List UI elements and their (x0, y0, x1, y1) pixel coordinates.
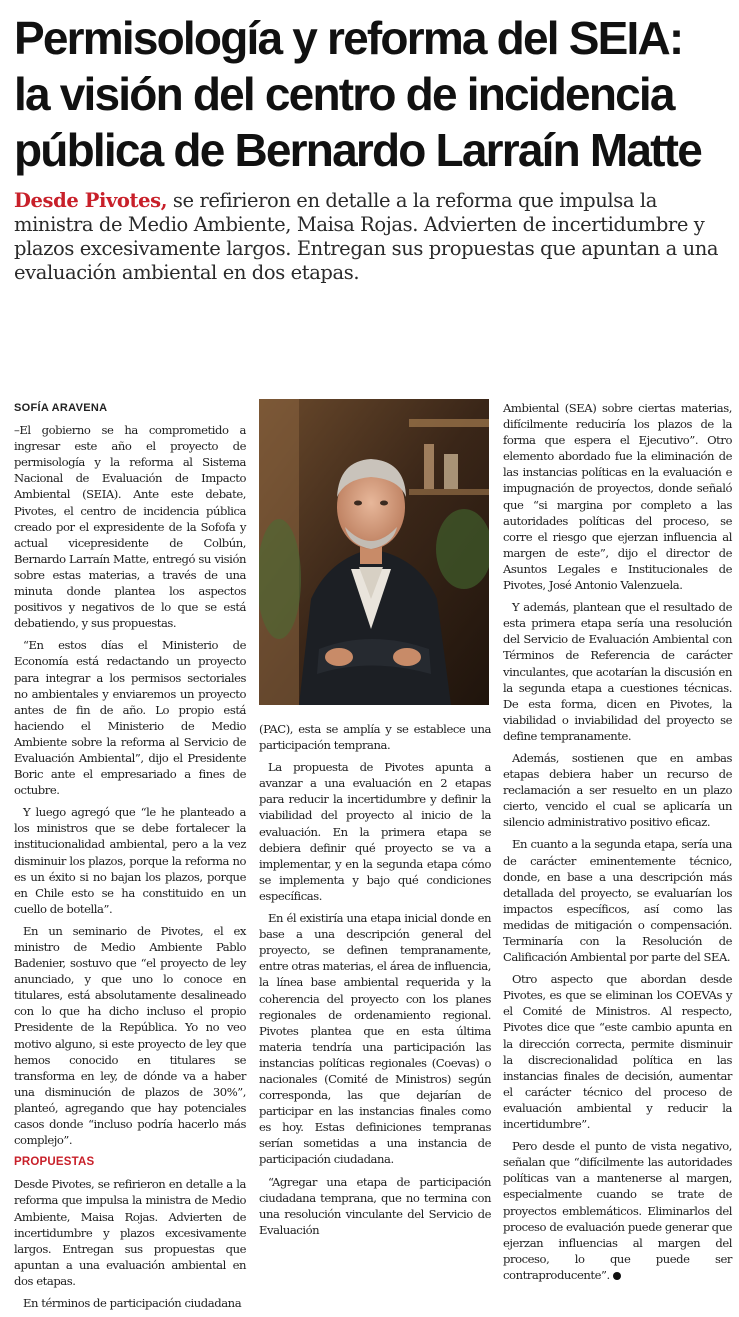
col3-paragraph-6 (503, 1138, 732, 1283)
headline-line-2: la visión del centro de incidencia (14, 68, 674, 120)
col3-paragraph-4: En cuanto a la segunda etapa, sería una de carácter eminentemente técnico, donde, en base a una descripción más detallada del proyecto, se evaluarían los impactos específicos, así como las medidas de mitigación o compensación. Terminaría con la Resolución de Calificación Ambiental por parte del SEA. (503, 837, 732, 965)
lead-paragraph (14, 189, 726, 285)
col3-paragraph-6-text: Pero desde el punto de vista negativo, señalan que “difícilmente las autoridades políticas van a mantenerse al margen, especialmente cuando se trate de proyectos emblemáticos. Eliminarlos del proceso de evaluación puede generar que ejerzan influencias al margen del proceso, lo que puede ser contraproducente”. (503, 1139, 732, 1282)
headline-line-1: Permisología y reforma del SEIA: (14, 12, 683, 64)
col3-paragraph-3: Además, sostienen que en ambas etapas debiera haber un recurso de reclamación a ser resuelto en un plazo cierto, vencido el cual se aplicaría un silencio administrativo positivo eficaz. (503, 750, 732, 830)
col2-paragraph-3: En él existiría una etapa inicial donde en base a una descripción general del proyecto, se definen tempranamente, entre otras materias, el área de influencia, la línea base ambiental requerida y la coherencia del proyecto con los planes regionales de ordenamiento regional. Pivotes plantea que en esta última materia tendría una participación las instancias políticas regionales (Coevas) o nacionales (Comité de Ministros) según corresponda, las que dejarían de participar en las instancias finales como es hoy. Estas definiciones tempranas serían sometidas a una instancia de participación ciudadana. (259, 911, 491, 1167)
col2-paragraph-4: “Agregar una etapa de participación ciudadana temprana, que no termina con una resolución vinculante del Servicio de Evaluación (259, 1174, 491, 1237)
article-column-3 (503, 400, 732, 1289)
col1-paragraph-1: –El gobierno se ha comprometido a ingresar este año el proyecto de permisología y la reforma al Sistema Nacional de Evaluación de Impacto Ambiental (SEIA). Ante este debate, Pivotes, el centro de incidencia pública creado por el expresidente de la Sofofa y actual vicepresidente de Colbún, Bernardo Larraín Matte, entregó su visión sobre estas materias, a través de una minuta donde plantea los aspectos positivos y negativos de lo que se está debatiendo, y sus propuestas. (14, 423, 246, 631)
col3-paragraph-5: Otro aspecto que abordan desde Pivotes, es que se eliminan los COEVAs y el Comité de Ministros. Al respecto, Pivotes dice que “este cambio apunta en la dirección correcta, permite disminuir la discrecionalidad política en las instancias finales de decisión, aumentar el carácter técnico del proceso de evaluación ambiental y reducir la incertidumbre”. (503, 972, 732, 1132)
portrait-photo (259, 399, 489, 705)
article-column-1 (14, 400, 246, 1317)
col1-paragraph-2: “En estos días el Ministerio de Economía está redactando un proyecto para integrar a los permisos sectoriales no ambientales y enviaremos un proyecto antes de fin de año. Lo propio está haciendo el Ministerio de Medio Ambiente sobre la reforma al Servicio de Evaluación Ambiental”, dijo el Presidente Boric ante el empresariado a fines de octubre. (14, 638, 246, 798)
col3-paragraph-2: Y además, plantean que el resultado de esta primera etapa sería una resolución del Servicio de Evaluación Ambiental con Términos de Referencia de carácter vinculantes, que acotarían la discusión en la segunda etapa a cuestiones técnicas. De esta forma, dicen en Pivotes, la viabilidad o inviabilidad del proyecto se define tempranamente. (503, 600, 732, 743)
col2-paragraph-1: (PAC), esta se amplía y se establece una participación temprana. (259, 722, 491, 753)
col1-paragraph-6: En términos de participación ciudadana (23, 1295, 242, 1310)
headline-line-3: pública de Bernardo Larraín Matte (14, 124, 701, 176)
col1-paragraph-3: Y luego agregó que “le he planteado a los ministros que se debe fortalecer la institucionalidad ambiental, pero a la vez disminuir los plazos, porque la reforma no es un éxito si no bajan los plazos, porque en Chile esto se ha constituido en un cuello de botella”. (14, 805, 246, 916)
portrait-illustration (259, 399, 489, 705)
byline: SOFÍA ARAVENA (14, 402, 108, 414)
end-of-article-icon (613, 1272, 621, 1280)
col1-paragraph-5: Desde Pivotes, se refirieron en detalle a la reforma que impulsa la ministra de Medio Ambiente, Maisa Rojas. Advierten de incertidumbre y plazos excesivamente largos. Entregan sus propuestas que apuntan a una evaluación ambiental en dos etapas. (14, 1177, 246, 1288)
section-heading-propuestas: PROPUESTAS (14, 1156, 95, 1169)
article-column-2 (259, 721, 491, 1244)
lead-kicker: Desde Pivotes, (14, 189, 168, 212)
col1-paragraph-4: En un seminario de Pivotes, el ex ministro de Medio Ambiente Pablo Badenier, sostuvo que “el proyecto de ley anunciado, y que uno lo conoce en titulares, está absolutamente desalineado con lo que ha dicho incluso el propio Presidente de la República. Yo no veo motivo alguno, si este proyecto de ley que hemos conocido en titulares se transforma en ley, de dónde va a haber una disminución de plazos de 30%”, planteó, agregando que hay potenciales casos donde “incluso podría hacerlo más complejo”. (14, 923, 246, 1148)
lead-text: se refirieron en detalle a la reforma que impulsa la ministra de Medio Ambiente, Maisa Rojas. Advierten de incertidumbre y plazos excesivamente largos. Entregan sus propuestas que apuntan a una evaluación ambiental en dos etapas. (14, 189, 719, 284)
col2-paragraph-2: La propuesta de Pivotes apunta a avanzar a una evaluación en 2 etapas para reducir la incertidumbre y definir la viabilidad del proyecto al inicio de la evaluación. En la primera etapa se debiera definir qué proyecto se va a implementar, y en la segunda etapa cómo se implementa y bajo qué condiciones específicas. (259, 760, 491, 903)
col3-paragraph-1: Ambiental (SEA) sobre ciertas materias, difícilmente reduciría los plazos de la forma que espera el Ejecutivo”. Otro elemento abordado fue la eliminación de las instancias políticas en la evaluación e impugnación de proyectos, donde señaló que “si margina por completo a las autoridades políticas del proceso, se corre el riesgo que ejerzan influencia al margen de este”, dijo el director de Asuntos Legales e Institucionales de Pivotes, José Antonio Valenzuela. (503, 401, 732, 593)
headline (14, 10, 729, 178)
